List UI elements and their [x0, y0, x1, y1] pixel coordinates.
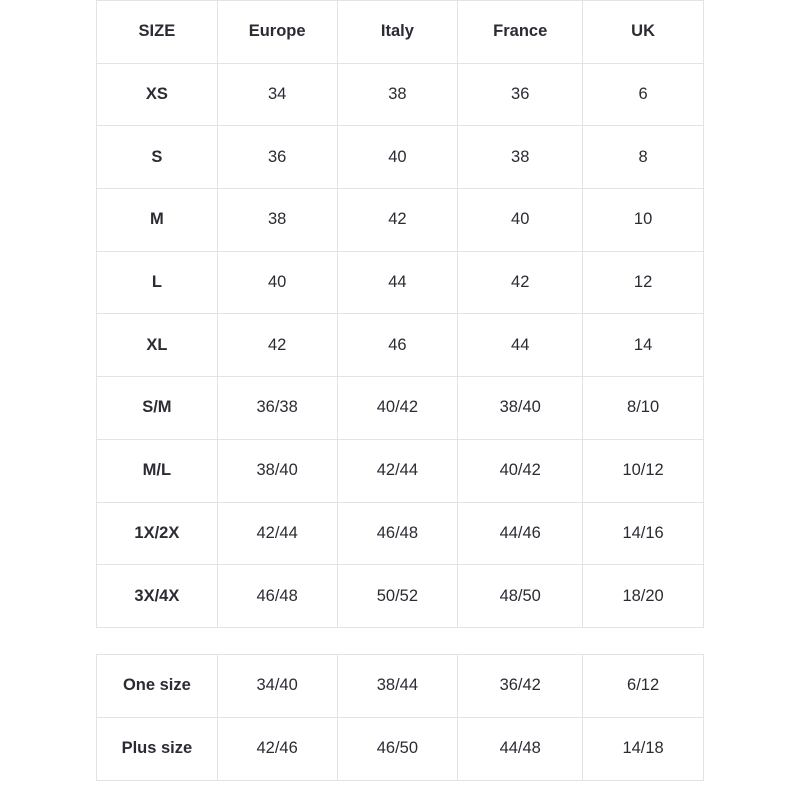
cell-uk: 10: [583, 189, 704, 252]
row-label: M: [97, 189, 218, 252]
cell-italy: 44: [337, 251, 458, 314]
table-row: [97, 251, 704, 314]
cell-italy: 46: [337, 314, 458, 377]
cell-europe: 36/38: [217, 377, 337, 440]
table-row: [97, 439, 704, 502]
cell-europe: 38: [217, 189, 337, 252]
table-row: [97, 126, 704, 189]
row-label: Plus size: [97, 717, 218, 780]
row-label: 1X/2X: [97, 502, 218, 565]
row-label: S: [97, 126, 218, 189]
cell-italy: 46/48: [337, 502, 458, 565]
table-row: [97, 565, 704, 628]
cell-italy: 38/44: [337, 654, 458, 717]
cell-france: 44/46: [458, 502, 583, 565]
row-label: M/L: [97, 439, 218, 502]
cell-france: 40: [458, 189, 583, 252]
table-row: [97, 314, 704, 377]
table-row: [97, 189, 704, 252]
cell-uk: 8: [583, 126, 704, 189]
one-size-table: [96, 654, 704, 781]
cell-italy: 50/52: [337, 565, 458, 628]
table-row: [97, 63, 704, 126]
cell-europe: 34/40: [217, 654, 337, 717]
cell-france: 44/48: [458, 717, 583, 780]
cell-europe: 38/40: [217, 439, 337, 502]
cell-uk: 8/10: [583, 377, 704, 440]
column-header-europe: Europe: [217, 1, 337, 64]
cell-europe: 40: [217, 251, 337, 314]
row-label: L: [97, 251, 218, 314]
cell-france: 38: [458, 126, 583, 189]
row-label: S/M: [97, 377, 218, 440]
cell-europe: 42: [217, 314, 337, 377]
row-label: XS: [97, 63, 218, 126]
cell-uk: 14/18: [583, 717, 704, 780]
table-row: [97, 377, 704, 440]
cell-uk: 12: [583, 251, 704, 314]
column-header-italy: Italy: [337, 1, 458, 64]
cell-italy: 40: [337, 126, 458, 189]
cell-uk: 6/12: [583, 654, 704, 717]
table-row: [97, 717, 704, 780]
cell-europe: 36: [217, 126, 337, 189]
cell-france: 36: [458, 63, 583, 126]
table-row: [97, 502, 704, 565]
cell-france: 44: [458, 314, 583, 377]
column-header-uk: UK: [583, 1, 704, 64]
cell-italy: 38: [337, 63, 458, 126]
cell-france: 38/40: [458, 377, 583, 440]
cell-europe: 34: [217, 63, 337, 126]
row-label: XL: [97, 314, 218, 377]
cell-uk: 14/16: [583, 502, 704, 565]
cell-italy: 46/50: [337, 717, 458, 780]
cell-europe: 42/44: [217, 502, 337, 565]
cell-uk: 14: [583, 314, 704, 377]
row-label: One size: [97, 654, 218, 717]
cell-france: 48/50: [458, 565, 583, 628]
cell-france: 40/42: [458, 439, 583, 502]
column-header-france: France: [458, 1, 583, 64]
table-row: [97, 654, 704, 717]
table-header-row: [97, 1, 704, 64]
cell-france: 42: [458, 251, 583, 314]
cell-italy: 40/42: [337, 377, 458, 440]
cell-europe: 46/48: [217, 565, 337, 628]
size-conversion-table: [96, 0, 704, 628]
cell-uk: 18/20: [583, 565, 704, 628]
cell-uk: 10/12: [583, 439, 704, 502]
row-label: 3X/4X: [97, 565, 218, 628]
cell-uk: 6: [583, 63, 704, 126]
cell-france: 36/42: [458, 654, 583, 717]
cell-italy: 42: [337, 189, 458, 252]
table-gap-divider: [96, 628, 704, 654]
cell-italy: 42/44: [337, 439, 458, 502]
cell-europe: 42/46: [217, 717, 337, 780]
column-header-size: SIZE: [97, 1, 218, 64]
